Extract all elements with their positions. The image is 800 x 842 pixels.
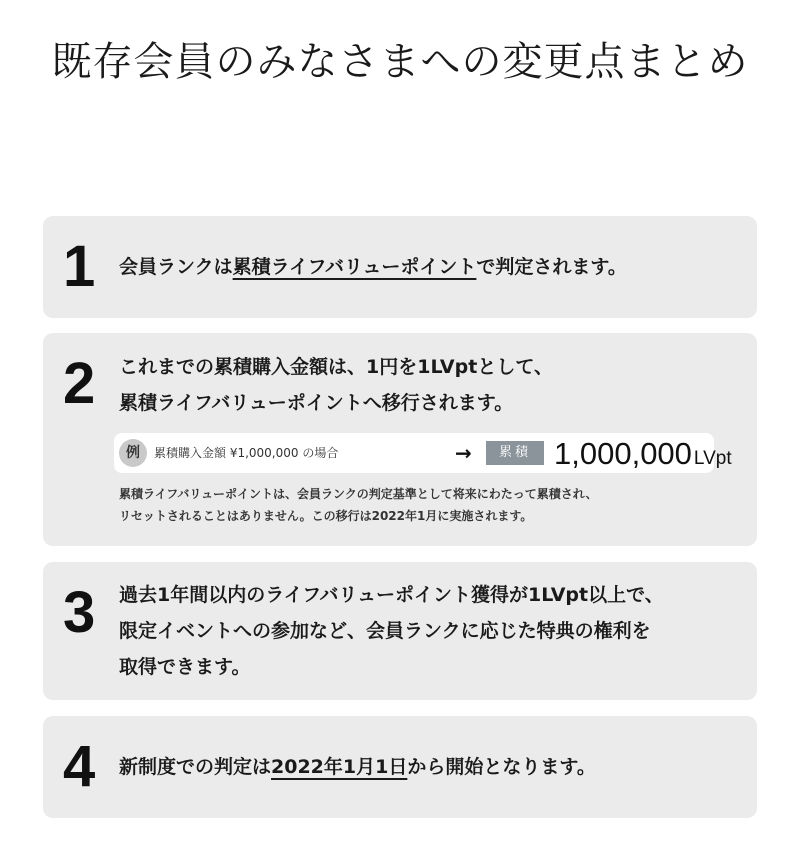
- underlined-term: 累積ライフバリューポイント: [232, 256, 477, 278]
- card-note: [119, 483, 737, 527]
- card-text-line: 取得できます。: [119, 656, 251, 678]
- example-badge: 例: [119, 439, 147, 467]
- example-value-unit: LVpt: [693, 448, 732, 469]
- change-card-1: [43, 216, 757, 318]
- card-note-line: リセットされることはありません。この移行は2022年1月に実施されます。: [119, 509, 533, 523]
- example-label: 累積購入金額 ¥1,000,000 の場合: [154, 446, 339, 460]
- example-value: [554, 433, 732, 473]
- card-note-line: 累積ライフバリューポイントは、会員ランクの判定基準として将来にわたって累積され、: [119, 487, 598, 501]
- card-text-line: 過去1年間以内のライフバリューポイント獲得が1LVpt以上で、: [119, 584, 664, 606]
- change-card-4: [43, 716, 757, 818]
- card-text-part: 新制度での判定は: [119, 756, 272, 778]
- underlined-date: 2022年1月1日: [271, 756, 408, 778]
- example-value-number: 1,000,000: [554, 436, 692, 471]
- card-text-line: これまでの累積購入金額は、1円を1LVptとして、: [119, 356, 553, 378]
- card-text-part: で判定されます。: [476, 256, 627, 278]
- example-row: [114, 433, 732, 473]
- card-number: 3: [63, 580, 96, 645]
- card-text: [119, 750, 737, 784]
- card-text-line: 限定イベントへの参加など、会員ランクに応じた特典の権利を: [119, 620, 651, 642]
- page-title: 既存会員のみなさまへの変更点まとめ: [51, 39, 749, 85]
- change-card-2: [43, 333, 757, 546]
- card-text: [119, 250, 737, 284]
- card-number: 2: [63, 351, 96, 416]
- change-card-3: [43, 562, 757, 700]
- example-tag: 累積: [486, 441, 544, 465]
- card-text-part: から開始となります。: [407, 756, 596, 778]
- card-text: [119, 577, 737, 685]
- card-number: 4: [63, 734, 96, 799]
- card-number: 1: [63, 234, 96, 299]
- card-text-part: 会員ランクは: [119, 256, 233, 278]
- arrow-right-icon: →: [455, 441, 472, 465]
- card-text: [119, 349, 737, 421]
- card-text-line: 累積ライフバリューポイントへ移行されます。: [119, 392, 514, 414]
